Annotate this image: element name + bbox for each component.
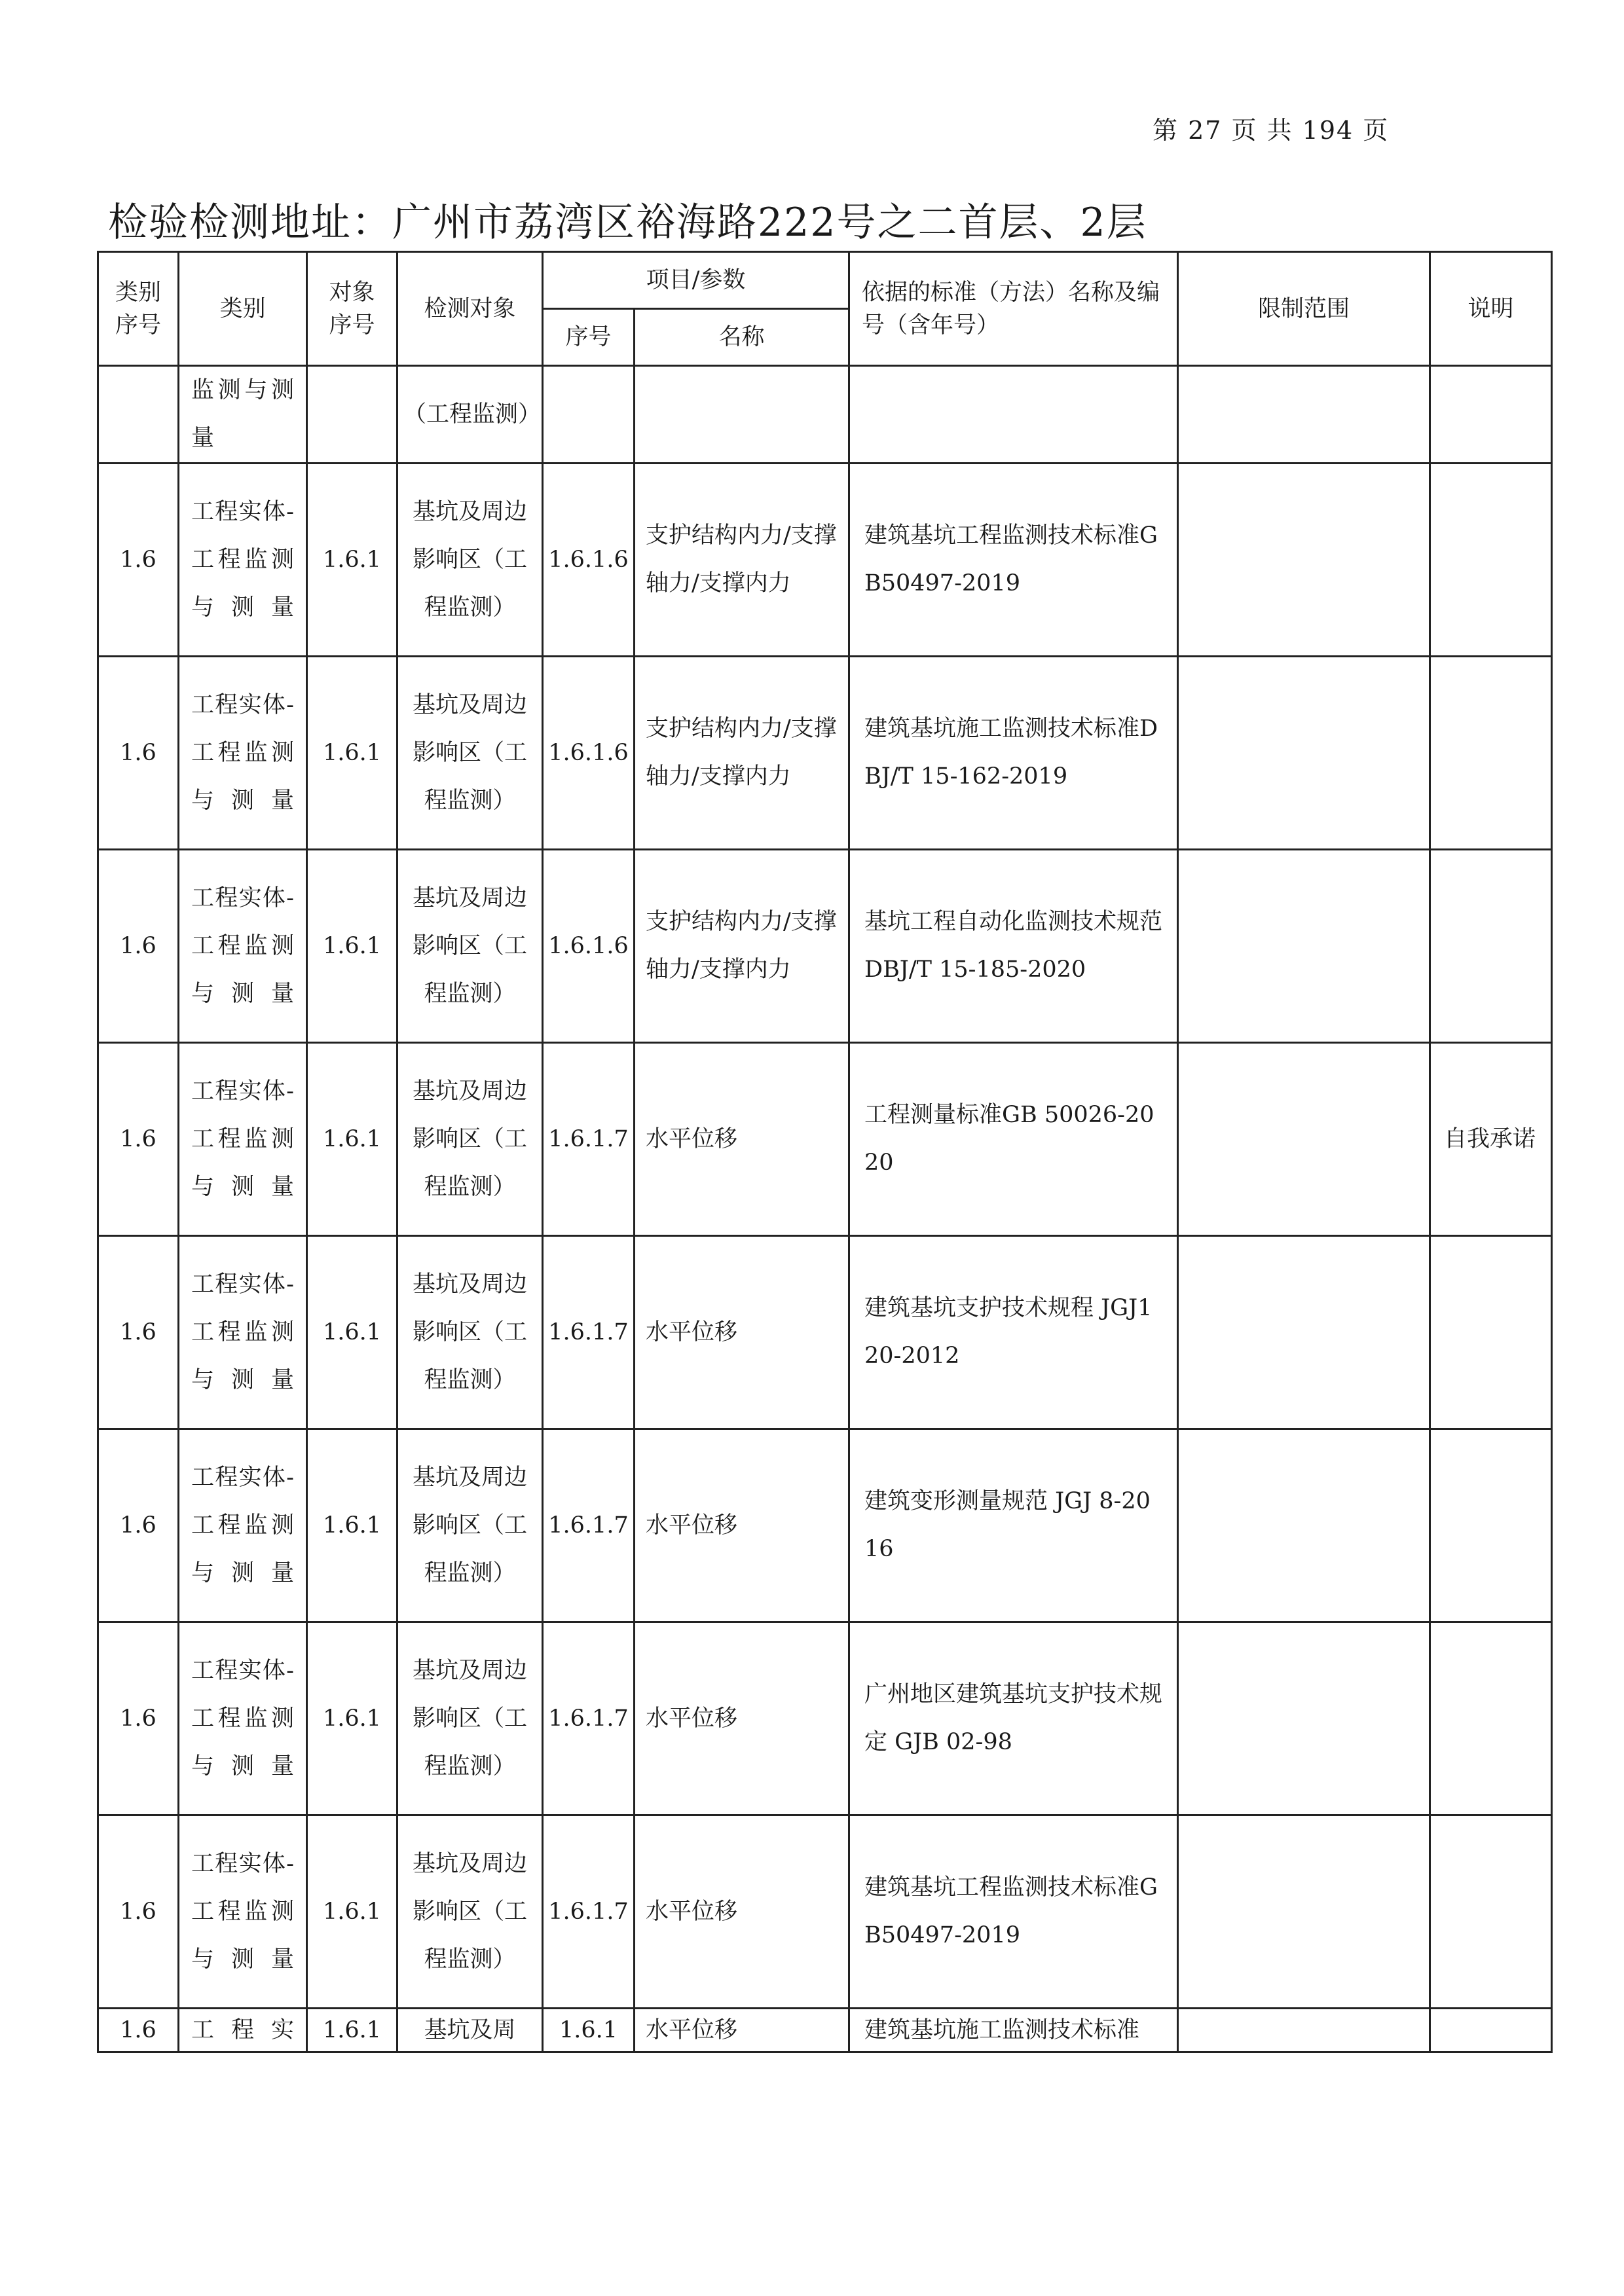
cell-object-no: 1.6.1 (307, 464, 397, 657)
cell-category-no: 1.6 (98, 2009, 179, 2052)
cell-category: 工程实体-工程监测与测量 (179, 464, 307, 657)
cell-category-no: 1.6 (98, 464, 179, 657)
table-row-truncated (98, 2009, 1552, 2052)
cell-limit (1178, 1815, 1430, 2009)
cell-object-no: 1.6.1 (307, 850, 397, 1043)
table-row (98, 1236, 1552, 1429)
cell-item-no: 1.6.1.7 (543, 1043, 635, 1236)
cell-category-no: 1.6 (98, 850, 179, 1043)
cell-object: 基坑及周边影响区（工程监测） (397, 464, 543, 657)
cell-category: 工程实体-工程监测与测量 (179, 1236, 307, 1429)
cell-item-name: 支护结构内力/支撑轴力/支撑内力 (635, 657, 849, 850)
testing-address-heading: 检验检测地址：广州市荔湾区裕海路222号之二首层、2层 (108, 200, 1147, 246)
cell-object-no (307, 366, 397, 464)
cell-item-name: 水平位移 (635, 1236, 849, 1429)
cell-standard: 基坑工程自动化监测技术规范 DBJ/T 15-185-2020 (849, 850, 1178, 1043)
cell-object: 基坑及周边影响区（工程监测） (397, 657, 543, 850)
cell-category: 工程实体-工程监测与测量 (179, 1429, 307, 1622)
cell-note (1430, 2009, 1552, 2052)
header-category-no: 类别序号 (98, 252, 179, 366)
cell-limit (1178, 1622, 1430, 1815)
cell-item-no: 1.6.1.6 (543, 850, 635, 1043)
cell-object: 基坑及周边影响区（工程监测） (397, 1429, 543, 1622)
cell-standard: 工程测量标准GB 50026-2020 (849, 1043, 1178, 1236)
cell-limit (1178, 2009, 1430, 2052)
scope-table (97, 251, 1553, 2053)
cell-note (1430, 850, 1552, 1043)
cell-standard (849, 366, 1178, 464)
cell-object: 基坑及周边影响区（工程监测） (397, 850, 543, 1043)
header-limit: 限制范围 (1178, 252, 1430, 366)
header-item-name: 名称 (635, 309, 849, 366)
header-category: 类别 (179, 252, 307, 366)
cell-standard: 建筑变形测量规范 JGJ 8-2016 (849, 1429, 1178, 1622)
cell-category-no: 1.6 (98, 1815, 179, 2009)
cell-item-no: 1.6.1.7 (543, 1236, 635, 1429)
cell-object-no: 1.6.1 (307, 1043, 397, 1236)
cell-category: 工程实体-工程监测与测量 (179, 850, 307, 1043)
cell-standard: 广州地区建筑基坑支护技术规定 GJB 02-98 (849, 1622, 1178, 1815)
cell-item-name: 水平位移 (635, 1043, 849, 1236)
cell-limit (1178, 1429, 1430, 1622)
table-row (98, 657, 1552, 850)
cell-limit (1178, 850, 1430, 1043)
cell-object-no: 1.6.1 (307, 1622, 397, 1815)
page-number: 第 27 页 共 194 页 (1153, 116, 1390, 145)
cell-limit (1178, 464, 1430, 657)
cell-item-no: 1.6.1.7 (543, 1815, 635, 2009)
cell-item-no: 1.6.1 (543, 2009, 635, 2052)
cell-item-name: 水平位移 (635, 1429, 849, 1622)
cell-note (1430, 1236, 1552, 1429)
table-row (98, 464, 1552, 657)
cell-note (1430, 1622, 1552, 1815)
cell-object: 基坑及周边影响区（工程监测） (397, 1622, 543, 1815)
cell-note (1430, 657, 1552, 850)
cell-object: 基坑及周边影响区（工程监测） (397, 1815, 543, 2009)
cell-limit (1178, 1043, 1430, 1236)
table-row (98, 1043, 1552, 1236)
cell-object-no: 1.6.1 (307, 1236, 397, 1429)
cell-object: 基坑及周边影响区（工程监测） (397, 1236, 543, 1429)
cell-item-no: 1.6.1.6 (543, 657, 635, 850)
cell-category-no: 1.6 (98, 1622, 179, 1815)
cell-item-name: 水平位移 (635, 1815, 849, 2009)
cell-item-name: 水平位移 (635, 1622, 849, 1815)
cell-object: 基坑及周 (397, 2009, 543, 2052)
cell-object: 基坑及周边影响区（工程监测） (397, 1043, 543, 1236)
table-row (98, 850, 1552, 1043)
table-row (98, 1815, 1552, 2009)
cell-standard: 建筑基坑工程监测技术标准GB50497-2019 (849, 464, 1178, 657)
cell-standard: 建筑基坑支护技术规程 JGJ120-2012 (849, 1236, 1178, 1429)
cell-note (1430, 1815, 1552, 2009)
cell-item-name: 支护结构内力/支撑轴力/支撑内力 (635, 464, 849, 657)
cell-object-no: 1.6.1 (307, 1429, 397, 1622)
cell-category: 工程实体-工程监测与测量 (179, 657, 307, 850)
cell-note: 自我承诺 (1430, 1043, 1552, 1236)
cell-item-no (543, 366, 635, 464)
header-standard: 依据的标准（方法）名称及编号（含年号） (849, 252, 1178, 366)
cell-category-no: 1.6 (98, 657, 179, 850)
cell-note (1430, 366, 1552, 464)
cell-item-name: 支护结构内力/支撑轴力/支撑内力 (635, 850, 849, 1043)
cell-category-no: 1.6 (98, 1236, 179, 1429)
header-item-no: 序号 (543, 309, 635, 366)
header-note: 说明 (1430, 252, 1552, 366)
header-item-param: 项目/参数 (543, 252, 849, 309)
cell-category-no: 1.6 (98, 1043, 179, 1236)
cell-object-no: 1.6.1 (307, 657, 397, 850)
cell-category: 工程实体-工程监测与测量 (179, 1815, 307, 2009)
cell-object: （工程监测） (397, 366, 543, 464)
cell-standard: 建筑基坑施工监测技术标准 (849, 2009, 1178, 2052)
cell-category-no (98, 366, 179, 464)
cell-note (1430, 464, 1552, 657)
cell-limit (1178, 657, 1430, 850)
cell-category: 工程实 (179, 2009, 307, 2052)
cell-item-no: 1.6.1.6 (543, 464, 635, 657)
table-row-continuation (98, 366, 1552, 464)
header-object-no: 对象序号 (307, 252, 397, 366)
cell-object-no: 1.6.1 (307, 2009, 397, 2052)
cell-category: 监测与测量 (179, 366, 307, 464)
cell-category-no: 1.6 (98, 1429, 179, 1622)
cell-item-name: 水平位移 (635, 2009, 849, 2052)
cell-item-name (635, 366, 849, 464)
cell-item-no: 1.6.1.7 (543, 1429, 635, 1622)
cell-object-no: 1.6.1 (307, 1815, 397, 2009)
cell-standard: 建筑基坑工程监测技术标准GB50497-2019 (849, 1815, 1178, 2009)
cell-category: 工程实体-工程监测与测量 (179, 1043, 307, 1236)
cell-limit (1178, 366, 1430, 464)
table-row (98, 1622, 1552, 1815)
cell-category: 工程实体-工程监测与测量 (179, 1622, 307, 1815)
header-object: 检测对象 (397, 252, 543, 366)
cell-limit (1178, 1236, 1430, 1429)
cell-note (1430, 1429, 1552, 1622)
cell-standard: 建筑基坑施工监测技术标准DBJ/T 15-162-2019 (849, 657, 1178, 850)
cell-item-no: 1.6.1.7 (543, 1622, 635, 1815)
table-row (98, 1429, 1552, 1622)
